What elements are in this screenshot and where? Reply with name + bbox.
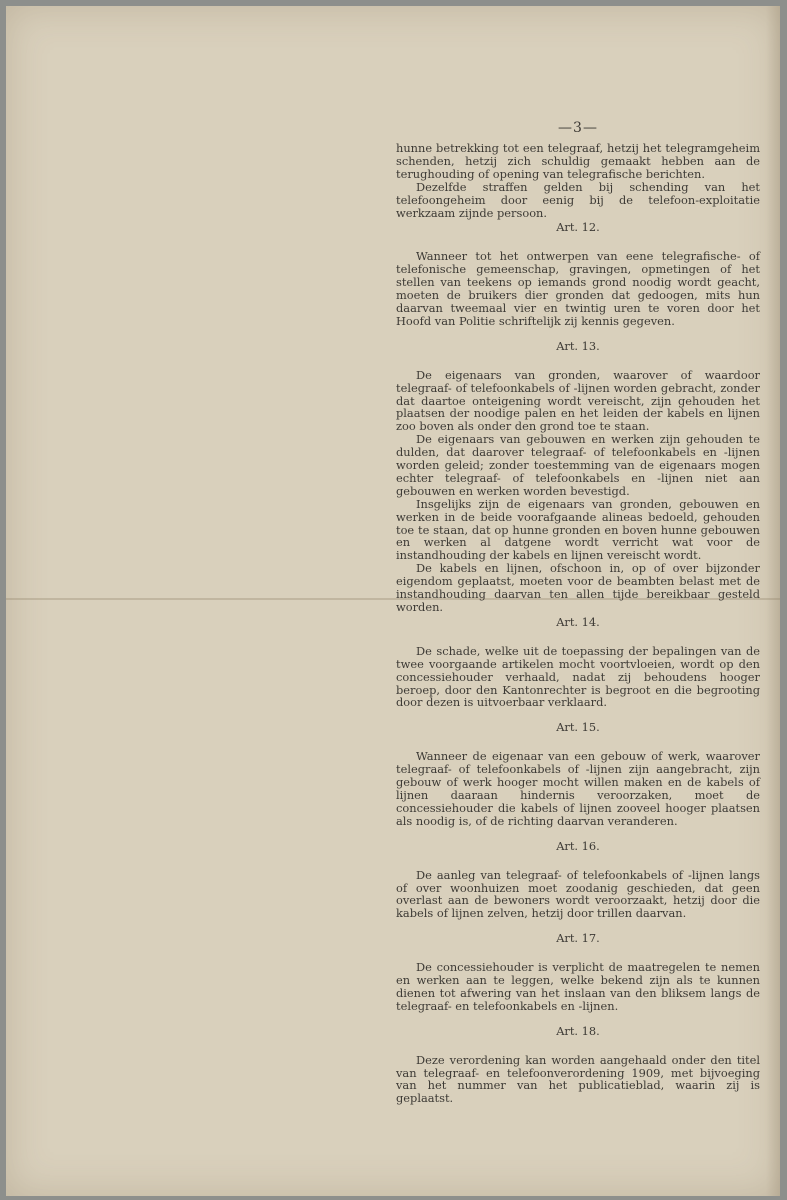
paragraph: Dezelfde straffen gelden bij schending van het telefoongeheim door eenig bij de telefoon-exploitatie werkzaam zijnde persoon.: [396, 179, 760, 220]
article-14: [396, 616, 760, 709]
article-15: [396, 721, 760, 827]
article-heading: Art. 14.: [556, 614, 600, 629]
article-16: [396, 840, 760, 921]
paragraph: hunne betrekking tot een telegraaf, hetzij het telegramgeheim schenden, hetzij zich schuldig gemaakt hebben aan de terughouding of opening van telegrafische berichten.: [396, 141, 760, 181]
paragraph: Insgelijks zijn de eigenaars van gronden, gebouwen en werken in de beide voorafgaande alineas bedoeld, gehouden toe te staan, dat op hunne gronden en boven hunne gebouwen en werken al datgene wordt verricht wat voor de instandhouding der kabels en lijnen vereischt wordt.: [396, 496, 760, 563]
paragraph: De aanleg van telegraaf- of telefoonkabels of -lijnen langs of over woonhuizen moet zoodanig geschieden, dat geen overlast aan de bewoners wordt veroorzaakt, hetzij door die kabels of lijnen zelven, hetzij door trillen daarvan.: [396, 867, 760, 921]
article-heading: Art. 13.: [556, 338, 600, 353]
paragraph: De eigenaars van gronden, waarover of waardoor telegraaf- of telefoonkabels of -lijnen worden gebracht, zonder dat daartoe onteigening wordt vereischt, zijn gehouden het plaatsen der noodige palen en het leiden der kabels en lijnen zoo boven als onder den grond toe te staan.: [396, 367, 760, 434]
article-12: [396, 221, 760, 327]
article-heading: Art. 12.: [556, 220, 600, 235]
paper-edge-shadow: [766, 6, 780, 1196]
text-column: [396, 118, 760, 1105]
article-heading: Art. 16.: [556, 838, 600, 853]
document-page: [6, 6, 780, 1196]
paragraph: De schade, welke uit de toepassing der bepalingen van de twee voorgaande artikelen mocht voortvloeien, wordt op den concessiehouder verhaald, nadat zij behoudens hooger beroep, door den Kantonrechter is begroot en die begrooting door dezen is uitvoerbaar verklaard.: [396, 643, 760, 710]
paragraph: De concessiehouder is verplicht de maatregelen te nemen en werken aan te leggen, welke bekend zijn als te kunnen dienen tot afwering van het inslaan van den bliksem langs de telegraaf- en telefoonkabels en -lijnen.: [396, 960, 760, 1013]
article-heading: Art. 18.: [556, 1023, 600, 1038]
article-heading: Art. 15.: [556, 720, 600, 735]
paragraph: De kabels en lijnen, ofschoon in, op of over bijzonder eigendom geplaatst, moeten voor de beambten belast met de instandhouding daarvan ten allen tijde bereikbaar gesteld worden.: [396, 561, 760, 614]
article-heading: Art. 17.: [556, 931, 600, 946]
paragraph: Wanneer de eigenaar van een gebouw of werk, waarover telegraaf- of telefoonkabels of -lijnen zijn aangebracht, zijn gebouw of werk hooger mocht willen maken en de kabels of lijnen daaraan hindernis veroorzaken, moet de concessiehouder die kabels of lijnen zooveel hooger plaatsen als noodig is, of de richting daarvan veranderen.: [396, 749, 760, 828]
article-18: [396, 1025, 760, 1106]
paragraph: De eigenaars van gebouwen en werken zijn gehouden te dulden, dat daarover telegraaf- of telefoonkabels en -lijnen worden geleid; zonder toestemming van de eigenaars mogen echter telegraaf- of telefoonkabels en -lijnen niet aan gebouwen en werken worden bevestigd.: [396, 432, 760, 498]
section-continuation: [396, 142, 760, 219]
paragraph: Deze verordening kan worden aangehaald onder den titel van telegraaf- en telefoonverordening 1909, met bijvoeging van het nummer van het publicatieblad, waarin zij is geplaatst.: [396, 1052, 760, 1106]
article-17: [396, 932, 760, 1013]
article-13: [396, 340, 760, 614]
paragraph: Wanneer tot het ontwerpen van eene telegrafische- of telefonische gemeenschap, gravingen, opmetingen of het stellen van teekens op iemands grond noodig wordt geacht, moeten de bruikers dier gronden dat gedoogen, mits hun daarvan tweemaal vier en twintig uren te voren door het Hoofd van Politie schriftelijk zij kennis gegeven.: [396, 249, 760, 328]
page-number: —3—: [558, 120, 598, 136]
